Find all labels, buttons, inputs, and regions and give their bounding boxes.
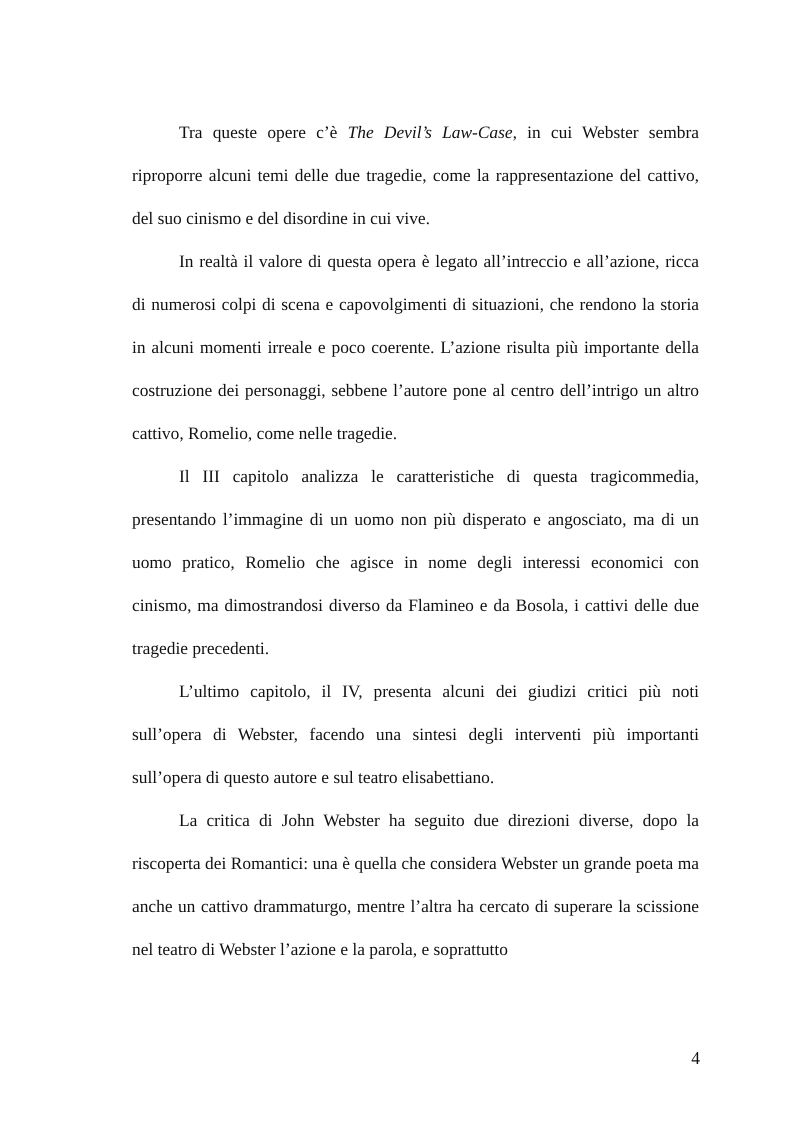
paragraph-1-rest: , in cui Webster sembra riproporre alcuni temi delle due tragedie, come la rappresentazione del cattivo, del suo cinismo e del disordine in cui vive.	[132, 122, 699, 228]
paragraph-3: Il III capitolo analizza le caratteristiche di questa tragicommedia, presentando l’immagine di un uomo non più disperato e angosciato, ma di un uomo pratico, Romelio che agisce in nome degli interessi economici con cinismo, ma dimostrandosi diverso da Flamineo e da Bosola, i cattivi delle due tragedie precedenti.	[132, 466, 699, 658]
paragraph-1	[132, 111, 699, 240]
paragraph-1-lead: Tra queste opere c’è	[179, 122, 348, 142]
page-number: 4	[691, 1048, 700, 1068]
body-text	[132, 111, 699, 971]
paragraph-2: In realtà il valore di questa opera è legato all’intreccio e all’azione, ricca di numerosi colpi di scena e capovolgimenti di situazioni, che rendono la storia in alcuni momenti irreale e poco coerente. L’azione risulta più importante della costruzione dei personaggi, sebbene l’autore pone al centro dell’intrigo un altro cattivo, Romelio, come nelle tragedie.	[132, 251, 699, 443]
paragraph-5: La critica di John Webster ha seguito due direzioni diverse, dopo la riscoperta dei Romantici: una è quella che considera Webster un grande poeta ma anche un cattivo drammaturgo, mentre l’altra ha cercato di superare la scissione nel teatro di Webster l’azione e la parola, e soprattutto	[132, 810, 699, 959]
work-title: The Devil’s Law-Case	[347, 122, 513, 142]
paragraph-4: L’ultimo capitolo, il IV, presenta alcuni dei giudizi critici più noti sull’opera di Webster, facendo una sintesi degli interventi più importanti sull’opera di questo autore e sul teatro elisabettiano.	[132, 681, 699, 787]
